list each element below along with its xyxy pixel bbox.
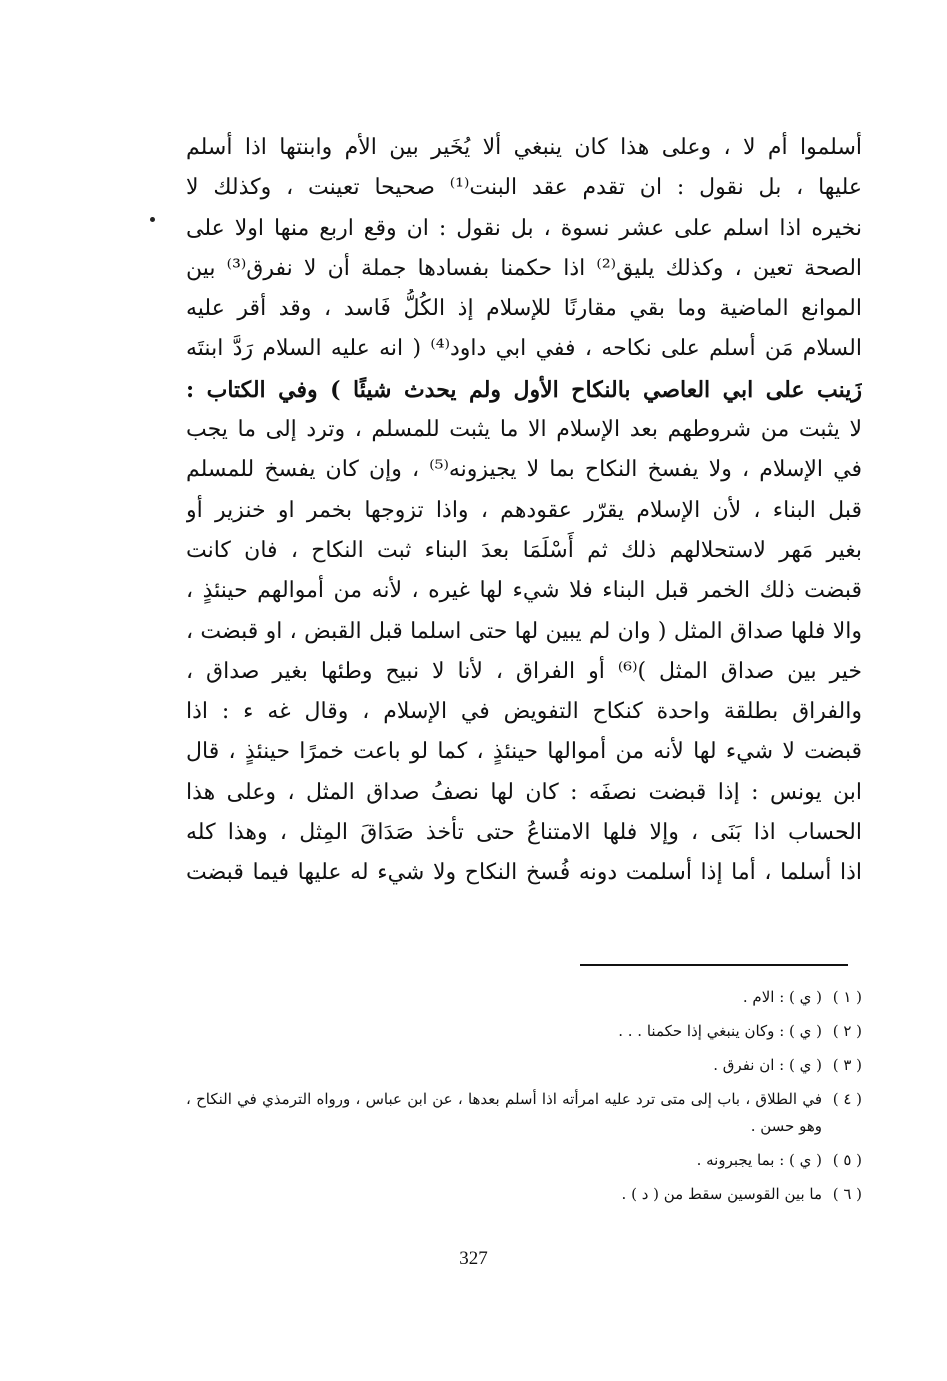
footnote-number: ( ٣ ) xyxy=(832,1056,862,1074)
text-line-10: قبل البناء ، لأن الإسلام يقرّر عقودهم ، واذا تزوجها بخمر او خنزير أو xyxy=(186,497,862,523)
text-line-4: الصحة تعين ، وكذلك يليق⁽²⁾ اذا حكمنا بفسادها جملة أن لا نفرق⁽³⁾ بين xyxy=(186,255,862,281)
footnote-text: ( ي ) : بما يجبرونه . xyxy=(696,1151,822,1169)
main-text-block xyxy=(186,128,862,894)
text-line-13: والا فلها صداق المثل ( وان لم يبين لها حتى اسلما قبل القبض ، او قبضت ، xyxy=(186,618,862,644)
margin-mark xyxy=(150,217,155,222)
footnote-5 xyxy=(186,1147,862,1174)
footnote-text: ما بين القوسين سقط من ( د ) . xyxy=(621,1185,822,1203)
text-line-6: السلام مَن أسلم على نكاحه ، ففي ابي داود⁽⁴⁾ ( انه عليه السلام رَدَّ ابنتَه xyxy=(186,336,862,362)
text-line-8: لا يثبت من شروطهم بعد الإسلام الا ما يثبت للمسلم ، وترد إلى ما يجب xyxy=(186,417,862,443)
footnote-1 xyxy=(186,984,862,1011)
text-line-15: والفراق بطلقة واحدة كنكاح التفويض في الإسلام ، وقال غه ء : اذا xyxy=(186,699,862,725)
footnote-number: ( ٢ ) xyxy=(832,1022,862,1040)
footnote-text: ( ي ) : وكان ينبغي إذا حكمنا . . . xyxy=(618,1022,822,1040)
footnote-text: ( ي ) : ان نفرق . xyxy=(713,1056,822,1074)
footnotes xyxy=(186,984,862,1215)
footnote-6 xyxy=(186,1181,862,1208)
text-line-18: الحساب اذا بَنَى ، وإلا فلها الامتناعُ حتى تأخذ صَدَاقَ المِثل ، وهذا كله xyxy=(186,820,862,846)
text-line-11: بغير مَهر لاستحلالهم ذلك ثم أَسْلَمَا بعدَ البناء ثبت النكاح ، فان كانت xyxy=(186,537,862,563)
text-line-12: قبضت ذلك الخمر قبل البناء فلا شيء لها غيره ، لأنه من أموالهم حينئذٍ ، xyxy=(186,578,862,604)
footnote-4 xyxy=(186,1086,862,1140)
text-line-3: نخيره اذا اسلم على عشر نسوة ، بل نقول : ان وقع اربع منها اولا على xyxy=(186,215,862,241)
footnote-2 xyxy=(186,1018,862,1045)
text-line-7: زَينب على ابي العاصي بالنكاح الأول ولم يحدث شيئًا ) وفي الكتاب : xyxy=(186,376,862,403)
footnote-number: ( ١ ) xyxy=(832,988,862,1006)
text-line-16: قبضت لا شيء لها لأنه من أموالها حينئذٍ ، كما لو باعت خمرًا حينئذٍ ، قال xyxy=(186,739,862,765)
page-number: 327 xyxy=(459,1248,488,1269)
text-line-1: أسلموا أم لا ، وعلى هذا كان ينبغي ألا يُخَير بين الأم وابنتها اذا أسلم xyxy=(186,135,862,160)
footnote-3 xyxy=(186,1052,862,1079)
footnote-number: ( ٤ ) xyxy=(832,1090,862,1108)
footnote-separator xyxy=(580,964,848,966)
footnote-number: ( ٥ ) xyxy=(832,1151,862,1169)
text-line-19: اذا أسلما ، أما إذا أسلمت دونه فُسخ النكاح ولا شيء له عليها فيما قبضت xyxy=(186,860,862,886)
text-line-5: الموانع الماضية وما بقي مقارنًا للإسلام إذ الكُلُّ فَاسد ، وقد أقر عليه xyxy=(186,296,862,322)
text-line-17: ابن يونس : إذا قبضت نصفَه : كان لها نصفُ صداق المثل ، وعلى هذا xyxy=(186,779,862,805)
footnote-text: في الطلاق ، باب إلى متى ترد عليه امرأته اذا أسلم بعدها ، عن ابن عباس ، ورواه الترمذي في النكاح ، وهو حسن . xyxy=(186,1090,822,1135)
text-line-2: عليها ، بل نقول : ان تقدم عقد البنت⁽¹⁾ صحيحا تعينت ، وكذلك لا xyxy=(186,175,862,201)
footnote-text: ( ي ) : الام . xyxy=(742,988,822,1006)
footnote-number: ( ٦ ) xyxy=(832,1185,862,1203)
text-line-14: خير بين صداق المثل )⁽⁶⁾ أو الفراق ، لأنا لا نبيح وطئها بغير صداق ، xyxy=(186,658,862,684)
text-line-9: في الإسلام ، ولا يفسخ النكاح بما لا يجيزونه⁽⁵⁾ ، وإن كان يفسخ للمسلم xyxy=(186,457,862,483)
